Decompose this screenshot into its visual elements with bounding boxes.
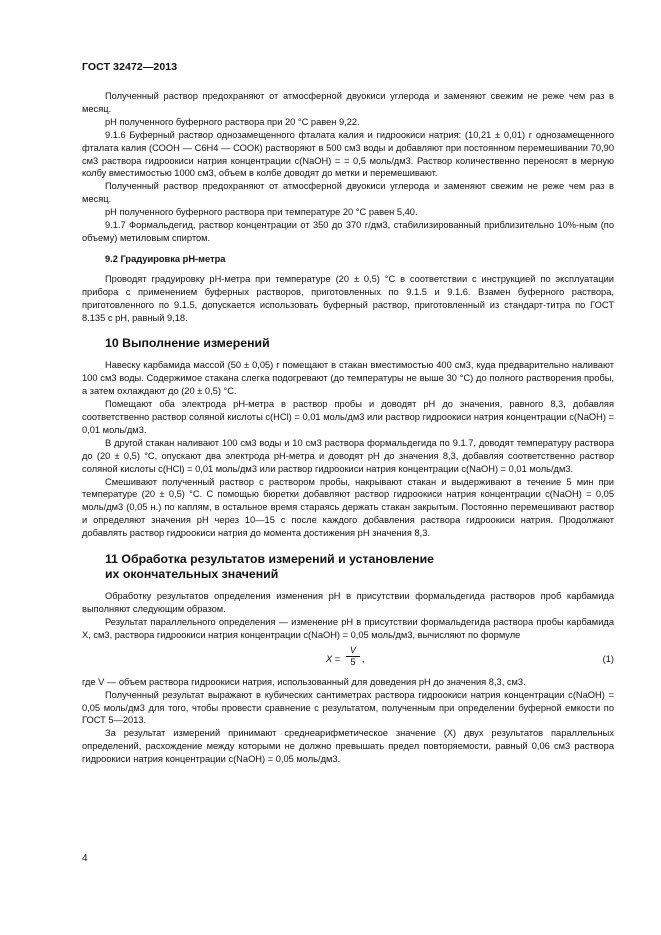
- section-heading-line: 11 Обработка результатов измерений и установление: [105, 552, 434, 567]
- paragraph: Обработку результатов определения изменения рН в присутствии формальдегида растворов проб карбамида выполняют следующим образом.: [82, 591, 614, 614]
- paragraph: рН полученного буферного раствора при 20 °C равен 9,22.: [105, 116, 360, 127]
- paragraph: В другой стакан наливают 100 см3 воды и 10 см3 раствора формальдегида по 9.1.7, доводят температуру раствора до (20 ± 0,5) °C, опускают два электрода рН-метра и доводят рН до значения 8,3, добавляя соответственно раствор соляной кислоты c(HCl) = 0,01 моль/дм3 или раствор гидроокиси натрия концентрации c(NaOH) = 0,01 моль/дм3.: [82, 437, 614, 474]
- formula-number: (1): [602, 653, 614, 664]
- paragraph: Результат параллельного определения — изменение рН в присутствии формальдегида раствора пробы карбамида X, см3, раствора гидроокиси натрия концентрации c(NaOH) = 0,05 моль/дм3, вычисляют по формуле: [82, 616, 614, 640]
- paragraph: Проводят градуировку рН-метра при температуре (20 ± 0,5) °C в соответствии с инструкцией по эксплуатации прибора с применением буферных растворов, приготовленных по 9.1.5 и 9.1.6. Взамен буферного раствора, приготовленного по 9.1.5, допускается использовать буферный раствор, приготовленный из стандарт-титра по ГОСТ 8.135 с рН, равный 9,18.: [82, 273, 614, 323]
- paragraph: где V — объем раствора гидроокиси натрия, использованный для доведения рН до значения 8,3, см3.: [82, 676, 526, 687]
- paragraph: 9.1.7 Формальдегид, раствор концентрации от 350 до 370 г/дм3, стабилизированный приблизительно 10%-ным (по объему) метиловым спиртом.: [82, 220, 614, 243]
- section-heading: 9.2 Градуировка рН-метра: [105, 253, 226, 264]
- paragraph: Полученный раствор предохраняют от атмосферной двуокиси углерода и заменяют свежим не реже чем раз в месяц.: [82, 181, 614, 205]
- paragraph: Помещают оба электрода рН-метра в раствор пробы и доводят рН до значения, равного 8,3, добавляя соответственно раствор соляной кислоты c(HCl) = 0,01 моль/дм3 или раствор гидроокиси натрия концентрации c(NaOH) = 0,01 моль/дм3.: [82, 399, 614, 435]
- paragraph: За результат измерений принимают среднеарифметическое значение (X) двух результатов параллельных определений, расхождение между которыми не должно превышать предел повторяемости, равный 0,06 см3 раствора гидроокиси натрия концентрации c(NaOH) = 0,05 моль/дм3.: [82, 728, 614, 765]
- page-number: 4: [82, 853, 88, 864]
- section-heading-line: их окончательных значений: [105, 567, 279, 582]
- paragraph: Полученный раствор предохраняют от атмосферной двуокиси углерода и заменяют свежим не реже чем раз в месяц.: [82, 91, 614, 114]
- formula-comma: ,: [362, 653, 365, 664]
- formula-lhs: X =: [326, 653, 341, 664]
- formula: [82, 644, 614, 674]
- page-header: ГОСТ 32472—2013: [82, 61, 178, 73]
- section-heading: 10 Выполнение измерений: [105, 336, 270, 351]
- paragraph: Полученный результат выражают в кубических сантиметрах раствора гидроокиси натрия концентрации c(NaOH) = 0,05 моль/дм3 для того, чтобы провести сравнение с результатом, полученным при определении буферной емкости по ГОСТ 5—2013.: [82, 689, 614, 726]
- formula-fraction: [346, 645, 360, 668]
- paragraph: рН полученного буферного раствора при температуре 20 °C равен 5,40.: [105, 207, 418, 218]
- page-content: [82, 90, 614, 766]
- paragraph: Навеску карбамида массой (50 ± 0,05) г помещают в стакан вместимостью 400 см3, куда предварительно наливают 100 см3 воды. Содержимое стакана слегка подогревают (до температуры не выше 30 °C) до полного растворения пробы, а затем охлаждают до (20 ± 0,5) °C.: [82, 360, 614, 397]
- formula-numerator: V: [346, 645, 360, 657]
- section-heading: [105, 552, 614, 582]
- paragraph: 9.1.6 Буферный раствор однозамещенного фталата калия и гидроокиси натрия: (10,21 ± 0,01) г однозамещенного фталата калия (СООН — С6Н4 — СООК) растворяют в 500 см3 воды и добавляют при постоянном перемешивании 70,90 см3 раствора гидроокиси натрия концентрации c(NaOH) = = 0,5 моль/дм3. Раствор количественно переносят в мерную колбу вместимостью 1000 см3, объем в колбе доводят до метки и перемешивают.: [82, 129, 614, 179]
- formula-denominator: 5: [350, 656, 356, 667]
- paragraph: Смешивают полученный раствор с раствором пробы, накрывают стакан и выдерживают в течение 5 мин при температуре (20 ± 0,5) °C. С помощью бюретки добавляют раствор гидроокиси натрия концентрации c(NaOH) = 0,05 моль/дм3 (0,05 н.) по каплям, в остальное время стараясь держать стакан закрытым. Постоянно перемешивают раствор и определяют значения рН через 10—15 с после каждого добавления раствора гидроокиси натрия. Продолжают добавлять раствор гидроокиси натрия до момента достижения рН значения 8,3.: [82, 476, 614, 539]
